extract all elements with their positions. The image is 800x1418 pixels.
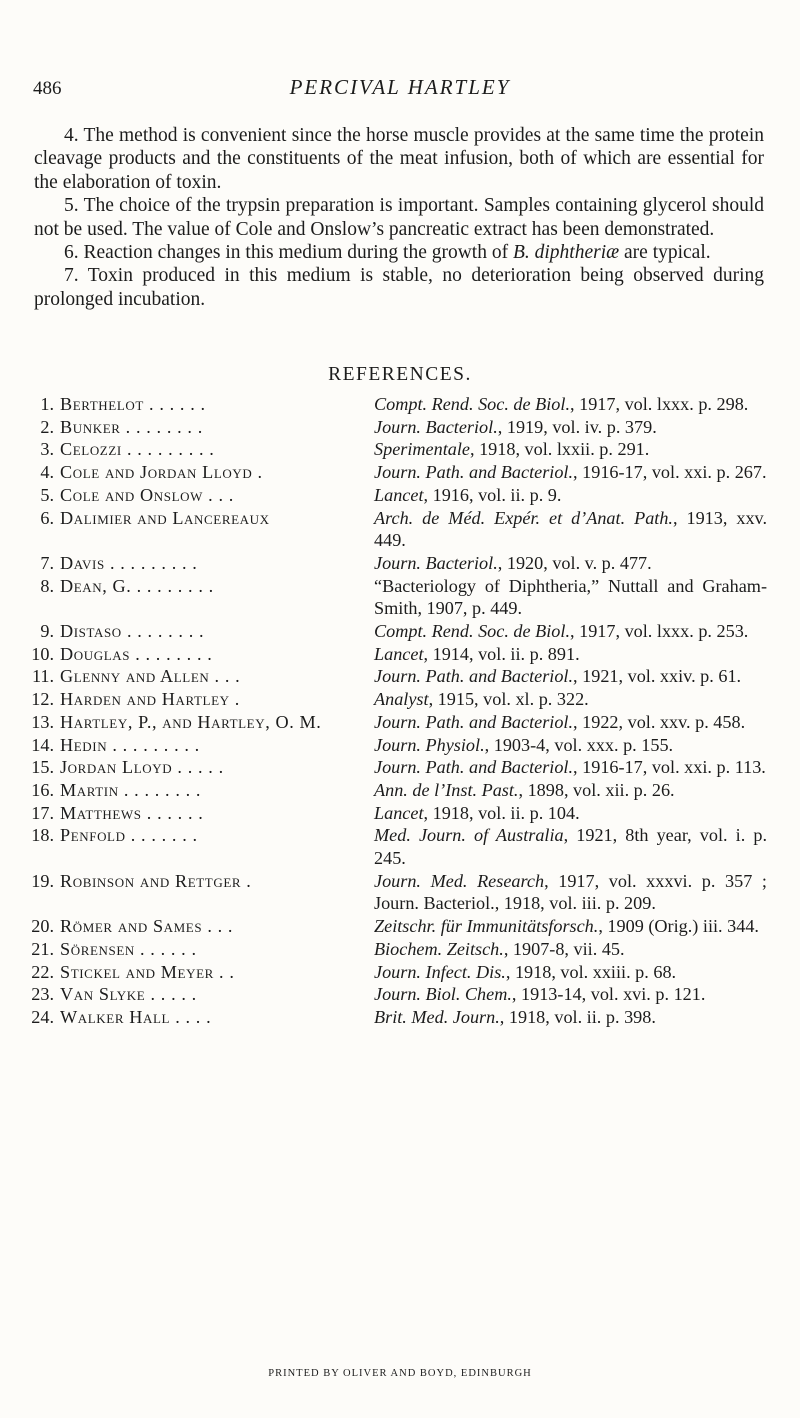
citation-journal: Lancet: [374, 484, 424, 505]
citation-details: , 1918, vol. xxiii. p. 68.: [505, 961, 677, 982]
citation-details: , 1918, vol. ii. p. 398.: [499, 1006, 656, 1027]
citation-journal: Arch. de Méd. Expér. et d’Anat. Path.: [374, 507, 673, 528]
citation-journal: Ann. de l’Inst. Past.: [374, 779, 519, 800]
citation-journal: Journ. Path. and Bacteriol.: [374, 711, 574, 732]
reference-citation: [374, 688, 767, 711]
reference-number: 2.: [40, 416, 54, 437]
reference-number: 17.: [31, 802, 54, 823]
reference-author: Robinson and Rettger .: [60, 870, 252, 891]
citation-journal: Journ. Path. and Bacteriol.: [374, 462, 574, 483]
citation-journal: Brit. Med. Journ.: [374, 1006, 500, 1027]
reference-citation: [374, 438, 767, 461]
reference-citation: [374, 779, 767, 802]
citation-journal: Journ. Path. and Bacteriol.: [374, 757, 574, 778]
reference-citation: [374, 711, 767, 734]
reference-number: 16.: [31, 779, 54, 800]
reference-item: [22, 938, 767, 961]
reference-number: 18.: [31, 825, 54, 846]
reference-item: [22, 552, 767, 575]
reference-citation: [374, 983, 767, 1006]
citation-details: , 1918, vol. lxxii. p. 291.: [469, 439, 650, 460]
species-name: B. diphtheriæ: [512, 242, 620, 264]
reference-author: Harden and Hartley .: [60, 689, 240, 710]
reference-author: Cole and Jordan Lloyd .: [60, 462, 263, 483]
reference-item: [22, 1006, 767, 1029]
citation-details: , 1913, xxv. 449.: [374, 507, 767, 551]
reference-author: Dean, G. . . . . . . . .: [60, 575, 214, 596]
reference-number: 15.: [31, 757, 54, 778]
citation-details: , 1914, vol. ii. p. 891.: [423, 643, 580, 664]
reference-item: [22, 824, 767, 869]
citation-details: , 1918, vol. ii. p. 104.: [423, 802, 580, 823]
citation-details: , 1921, vol. xxiv. p. 61.: [573, 666, 742, 687]
citation-details: , 1909 (Orig.) iii. 344.: [598, 916, 759, 937]
reference-item: [22, 711, 767, 734]
paragraph-text: 6. Reaction changes in this medium during the growth of: [64, 242, 513, 264]
reference-author: Römer and Sames . . .: [60, 916, 234, 937]
citation-journal: Journ. Path. and Bacteriol.: [374, 666, 574, 687]
reference-citation: [374, 802, 767, 825]
reference-item: [22, 870, 767, 915]
reference-number: 9.: [40, 621, 54, 642]
reference-author: Matthews . . . . . .: [60, 802, 204, 823]
reference-number: 20.: [31, 916, 54, 937]
paragraph-text: are typical.: [619, 242, 711, 264]
reference-author: Stickel and Meyer . .: [60, 961, 235, 982]
reference-citation: [374, 870, 767, 915]
citation-details: , 1907-8, vii. 45.: [503, 938, 625, 959]
reference-citation: [374, 665, 767, 688]
reference-citation: [374, 507, 767, 552]
paragraph: [34, 241, 764, 264]
reference-number: 3.: [40, 439, 54, 460]
citation-journal: Compt. Rend. Soc. de Biol.: [374, 394, 570, 414]
reference-item: [22, 393, 767, 416]
reference-author: Martin . . . . . . . .: [60, 779, 202, 800]
page-number: 486: [33, 78, 62, 99]
reference-author: Jordan Lloyd . . . . .: [60, 757, 224, 778]
reference-author: Hedin . . . . . . . . .: [60, 734, 200, 755]
citation-journal: Lancet: [374, 802, 424, 823]
citation-details: , 1898, vol. xii. p. 26.: [518, 779, 675, 800]
reference-author: Hartley, P., and Hartley, O. M.: [60, 711, 322, 732]
reference-author: Cole and Onslow . . .: [60, 484, 234, 505]
reference-number: 11.: [31, 666, 54, 687]
citation-journal: Sperimentale: [374, 439, 470, 460]
citation-details: , 1917, vol. lxxx. p. 253.: [570, 621, 749, 642]
citation-details: , 1922, vol. xxv. p. 458.: [573, 711, 746, 732]
citation-journal: Analyst: [374, 689, 429, 710]
reference-item: [22, 688, 767, 711]
reference-citation: [374, 552, 767, 575]
reference-author: Glenny and Allen . . .: [60, 666, 241, 687]
citation-details: , 1916-17, vol. xxi. p. 267.: [573, 462, 767, 483]
reference-item: [22, 779, 767, 802]
reference-item: [22, 983, 767, 1006]
reference-number: 8.: [40, 575, 54, 596]
paragraph: 7. Toxin produced in this medium is stable, no deterioration being observed during prolonged incubation.: [34, 265, 764, 310]
reference-number: 14.: [31, 734, 54, 755]
reference-citation: [374, 575, 767, 620]
reference-citation: [374, 393, 767, 416]
citation-details: , 1921, 8th year, vol. i. p. 245.: [374, 825, 767, 869]
reference-citation: [374, 961, 767, 984]
citation-journal: Biochem. Zeitsch.: [374, 938, 504, 959]
citation-details: , 1917, vol. lxxx. p. 298.: [570, 394, 749, 414]
reference-item: [22, 620, 767, 643]
reference-citation: [374, 915, 767, 938]
citation-journal: Journ. Med. Research: [374, 870, 545, 891]
reference-number: 7.: [40, 552, 54, 573]
citation-details: , 1920, vol. v. p. 477.: [497, 552, 652, 573]
reference-author: Berthelot . . . . . .: [60, 394, 206, 414]
citation-journal: Compt. Rend. Soc. de Biol.: [374, 621, 570, 642]
citation-details: , 1916-17, vol. xxi. p. 113.: [573, 757, 766, 778]
reference-item: [22, 802, 767, 825]
reference-item: [22, 756, 767, 779]
citation-journal: Lancet: [374, 643, 424, 664]
reference-item: [22, 461, 767, 484]
reference-citation: [374, 824, 767, 869]
reference-item: [22, 665, 767, 688]
reference-citation: [374, 1006, 767, 1029]
reference-number: 12.: [31, 689, 54, 710]
reference-item: [22, 575, 767, 620]
reference-item: [22, 438, 767, 461]
citation-details: , 1915, vol. xl. p. 322.: [428, 689, 589, 710]
reference-number: 13.: [31, 711, 54, 732]
reference-item: [22, 961, 767, 984]
reference-number: 5.: [40, 484, 54, 505]
paragraph: 5. The choice of the trypsin preparation is important. Samples containing glycerol should not be used. The value of Cole and Onslow’s pancreatic extract has been demonstrated.: [34, 195, 764, 240]
reference-author: Celozzi . . . . . . . . .: [60, 439, 215, 460]
citation-journal: Zeitschr. für Immunitätsforsch.: [374, 916, 599, 937]
references-list: [22, 393, 767, 1029]
citation-journal: Journ. Bacteriol.: [374, 552, 498, 573]
citation-details: , 1903-4, vol. xxx. p. 155.: [484, 734, 674, 755]
running-title: PERCIVAL HARTLEY: [289, 75, 511, 99]
body-text: [34, 124, 764, 311]
reference-item: [22, 416, 767, 439]
reference-number: 21.: [31, 938, 54, 959]
reference-item: [22, 484, 767, 507]
reference-item: [22, 643, 767, 666]
paragraph: 4. The method is convenient since the horse muscle provides at the same time the protein cleavage products and the constituents of the meat infusion, both of which are essential for the elaboration of toxin.: [34, 125, 764, 193]
citation-details: , 1913-14, vol. xvi. p. 121.: [511, 984, 706, 1005]
reference-citation: [374, 734, 767, 757]
reference-number: 6.: [40, 507, 54, 528]
reference-author: Penfold . . . . . . .: [60, 825, 198, 846]
reference-item: [22, 734, 767, 757]
printer-footer: PRINTED BY OLIVER AND BOYD, EDINBURGH: [268, 1368, 532, 1379]
reference-citation: [374, 756, 767, 779]
citation-journal: Journ. Physiol.: [374, 734, 485, 755]
reference-author: Davis . . . . . . . . .: [60, 552, 198, 573]
citation-details: , 1919, vol. iv. p. 379.: [497, 416, 657, 437]
citation-journal: Journ. Bacteriol.: [374, 416, 498, 437]
citation-details: , 1917, vol. xxxvi. p. 357 ; Journ. Bacteriol., 1918, vol. iii. p. 209.: [374, 870, 767, 914]
reference-item: [22, 507, 767, 552]
reference-citation: [374, 416, 767, 439]
reference-citation: [374, 643, 767, 666]
reference-item: [22, 915, 767, 938]
reference-number: 19.: [31, 870, 54, 891]
reference-author: Dalimier and Lancereaux: [60, 507, 270, 528]
references-heading: REFERENCES.: [328, 364, 472, 385]
reference-citation: [374, 461, 767, 484]
reference-author: Bunker . . . . . . . .: [60, 416, 203, 437]
reference-number: 10.: [31, 643, 54, 664]
reference-number: 1.: [40, 394, 54, 414]
reference-author: Walker Hall . . . .: [60, 1006, 212, 1027]
citation-journal: Journ. Infect. Dis.: [374, 961, 506, 982]
reference-number: 23.: [31, 984, 54, 1005]
reference-citation: [374, 938, 767, 961]
citation-details: “Bacteriology of Diphtheria,” Nuttall and Graham-Smith, 1907, p. 449.: [374, 575, 767, 619]
reference-author: Sörensen . . . . . .: [60, 938, 197, 959]
reference-number: 24.: [31, 1006, 54, 1027]
reference-number: 4.: [40, 462, 54, 483]
reference-author: Van Slyke . . . . .: [60, 984, 197, 1005]
reference-citation: [374, 484, 767, 507]
citation-journal: Med. Journ. of Australia: [374, 825, 564, 846]
reference-citation: [374, 620, 767, 643]
reference-author: Douglas . . . . . . . .: [60, 643, 213, 664]
reference-number: 22.: [31, 961, 54, 982]
reference-author: Distaso . . . . . . . .: [60, 621, 205, 642]
citation-journal: Journ. Biol. Chem.: [374, 984, 512, 1005]
citation-details: , 1916, vol. ii. p. 9.: [423, 484, 562, 505]
